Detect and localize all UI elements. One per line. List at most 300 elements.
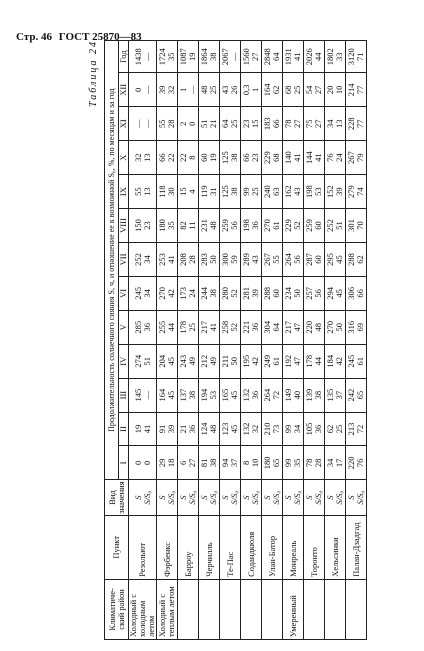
sunshine-hours: — <box>132 119 143 128</box>
value-cell <box>157 310 178 344</box>
sunshine-hours: 118 <box>157 185 167 198</box>
sunshine-ratio: 72 <box>355 424 365 434</box>
month-header: XI <box>119 107 129 141</box>
sunshine-hours: 82 <box>178 221 188 230</box>
sunshine-ratio: 28 <box>313 458 323 468</box>
value-cell <box>241 107 262 141</box>
table-row <box>346 41 367 640</box>
sunshine-ratio: 37 <box>229 458 239 468</box>
value-cell <box>325 243 346 277</box>
value-cell <box>304 107 325 141</box>
value-cell <box>241 243 262 277</box>
sunshine-ratio: 36 <box>250 221 260 230</box>
sunshine-ratio: 72 <box>271 390 281 400</box>
sunshine-ratio: 79 <box>355 153 365 162</box>
sunshine-ratio: 38 <box>208 458 218 468</box>
sunshine-ratio: 60 <box>271 289 281 298</box>
sunshine-hours: 220 <box>304 320 314 334</box>
sunshine-ratio: — <box>187 85 197 95</box>
value-cell <box>262 344 283 378</box>
sunshine-hours: 152 <box>325 185 335 198</box>
value-cell <box>346 107 367 141</box>
value-cell <box>178 107 199 141</box>
kind-cell: S S/S₀ <box>283 480 304 515</box>
sunshine-ratio: 73 <box>271 424 281 434</box>
sunshine-ratio: 19 <box>187 52 197 61</box>
sunshine-ratio: 64 <box>271 323 281 332</box>
value-cell <box>346 310 367 344</box>
table-row <box>178 41 199 640</box>
sunshine-ratio: 42 <box>250 356 260 366</box>
sunshine-hours: 210 <box>262 422 272 436</box>
month-header: VII <box>119 243 129 277</box>
value-cell <box>220 141 241 175</box>
value-cell <box>346 378 367 412</box>
zone-cell: Умеренный <box>283 579 304 639</box>
sunshine-ratio: 38 <box>208 52 218 61</box>
sunshine-ratio: 0 <box>141 460 152 466</box>
sunshine-ratio: 64 <box>271 52 281 61</box>
sunshine-hours: 255 <box>157 320 167 334</box>
value-cell <box>157 344 178 378</box>
sunshine-hours: 213 <box>346 422 356 436</box>
value-cell <box>283 310 304 344</box>
kind-cell: S S/S₀ <box>304 480 325 515</box>
sunshine-hours: 288 <box>262 287 272 300</box>
sunshine-ratio: 55 <box>271 255 281 264</box>
sunshine-hours: 94 <box>220 458 230 468</box>
sunshine-ratio: 44 <box>313 52 323 61</box>
sunshine-ratio: 10 <box>334 85 344 95</box>
sunshine-ratio: 34 <box>141 289 152 298</box>
value-cell <box>157 73 178 107</box>
sunshine-ratio: 27 <box>250 52 260 61</box>
city-cell: Барроу <box>178 515 199 579</box>
sunshine-ratio: 77 <box>355 119 365 128</box>
value-cell <box>199 107 220 141</box>
sunshine-ratio: 49 <box>208 356 218 366</box>
kind-cell: S S/S₀ <box>178 480 199 515</box>
sunshine-hours: 60 <box>199 153 209 162</box>
value-cell <box>199 209 220 243</box>
value-cell <box>304 378 325 412</box>
sunshine-hours: 294 <box>325 287 335 300</box>
kind-cell: S S/S₀ <box>157 480 178 515</box>
sunshine-hours: 78 <box>304 458 314 468</box>
sunshine-ratio: 52 <box>229 289 239 298</box>
sunshine-ratio: 66 <box>271 119 281 128</box>
sunshine-hours: 78 <box>283 119 293 128</box>
zone-cell <box>262 579 283 639</box>
sunshine-hours: 132 <box>241 422 251 436</box>
sunshine-ratio: 51 <box>334 221 344 230</box>
sunshine-ratio: 25 <box>334 424 344 434</box>
value-cell <box>262 412 283 446</box>
value-cell <box>283 175 304 209</box>
sunshine-hours: 249 <box>262 354 272 368</box>
sunshine-hours: 8 <box>241 460 251 466</box>
value-cell <box>241 175 262 209</box>
value-cell <box>304 41 325 73</box>
value-cell <box>283 412 304 446</box>
sunshine-hours: 270 <box>325 320 335 334</box>
sunshine-hours: 29 <box>157 458 167 468</box>
value-cell <box>129 209 157 243</box>
month-header: II <box>119 412 129 446</box>
sunshine-hours: 289 <box>241 253 251 266</box>
value-cell <box>199 310 220 344</box>
sunshine-hours: 267 <box>262 253 272 266</box>
month-header: III <box>119 378 129 412</box>
sunshine-hours: 211 <box>220 354 230 368</box>
value-cell <box>262 41 283 73</box>
sunshine-hours: 280 <box>220 287 230 300</box>
value-cell <box>241 276 262 310</box>
sunshine-hours: 123 <box>220 422 230 436</box>
sunshine-ratio: 74 <box>355 187 365 196</box>
value-cell <box>346 243 367 277</box>
sunshine-hours: 1802 <box>325 48 335 66</box>
sunshine-ratio: — <box>141 85 152 95</box>
sunshine-hours: 184 <box>325 354 335 368</box>
sunshine-ratio: 28 <box>166 119 176 128</box>
value-cell <box>241 209 262 243</box>
sunshine-ratio: 25 <box>229 119 239 128</box>
sunshine-ratio: 40 <box>292 390 302 400</box>
value-cell <box>220 446 241 480</box>
sunshine-hours: 242 <box>346 388 356 402</box>
sunshine-hours: 2026 <box>304 48 314 66</box>
city-cell: Хельсинки <box>325 515 346 579</box>
zone-cell <box>325 579 346 639</box>
sunshine-ratio: 25 <box>187 323 197 332</box>
value-cell <box>346 446 367 480</box>
sunshine-ratio: 13 <box>141 187 152 196</box>
value-cell <box>262 141 283 175</box>
sunshine-hours: 287 <box>304 253 314 266</box>
value-cell <box>241 41 262 73</box>
sunshine-ratio: 70 <box>355 221 365 230</box>
sunshine-ratio: 39 <box>334 187 344 196</box>
value-cell <box>129 175 157 209</box>
sunshine-hours: 144 <box>304 151 314 165</box>
col-zone-header: Климатиче-ский район <box>105 579 129 639</box>
sunshine-ratio: 36 <box>313 424 323 434</box>
value-cell <box>129 412 157 446</box>
table-row <box>129 41 157 640</box>
sunshine-hours: 32 <box>132 153 143 162</box>
sunshine-ratio: 59 <box>229 255 239 264</box>
page-label: Стр. 46 <box>16 31 52 43</box>
sunshine-ratio: 45 <box>229 424 239 434</box>
sunshine-hours: 164 <box>157 388 167 402</box>
sunshine-hours: 137 <box>178 388 188 402</box>
sunshine-hours: 1864 <box>199 48 209 66</box>
value-cell <box>241 344 262 378</box>
city-cell: Палан-Дзадгад <box>346 515 367 579</box>
value-cell <box>178 175 199 209</box>
sunshine-ratio: 31 <box>208 187 218 196</box>
month-header: I <box>119 446 129 480</box>
sunshine-hours: 212 <box>199 354 209 368</box>
sunshine-hours: 198 <box>304 185 314 198</box>
sunshine-hours: 229 <box>262 151 272 165</box>
standard-code: ГОСТ 25870—83 <box>58 31 142 43</box>
value-cell <box>283 344 304 378</box>
sunshine-ratio: 41 <box>292 52 302 61</box>
sunshine-ratio: 28 <box>187 255 197 264</box>
sunshine-ratio: 26 <box>229 85 239 95</box>
value-cell <box>129 378 157 412</box>
value-cell <box>178 446 199 480</box>
sunshine-hours: 68 <box>283 85 293 95</box>
value-cell <box>199 41 220 73</box>
sunshine-hours: 15 <box>178 187 188 196</box>
sunshine-ratio: 1 <box>250 87 260 92</box>
value-cell <box>241 141 262 175</box>
table-caption: Таблица 24 <box>88 40 99 107</box>
sunshine-hours: 139 <box>304 388 314 402</box>
sunshine-ratio: 17 <box>334 458 344 468</box>
sunshine-hours: 214 <box>346 83 356 97</box>
month-header: IV <box>119 344 129 378</box>
sunshine-hours: 34 <box>325 119 335 128</box>
sunshine-ratio: 56 <box>229 221 239 230</box>
value-cell <box>129 41 157 73</box>
sunshine-hours: 304 <box>262 320 272 334</box>
sunshine-ratio: 8 <box>187 155 197 160</box>
value-cell <box>262 73 283 107</box>
sunshine-hours: 66 <box>157 153 167 162</box>
month-header: VI <box>119 276 129 310</box>
value-cell <box>220 276 241 310</box>
sunshine-ratio: 49 <box>187 356 197 366</box>
value-cell <box>157 412 178 446</box>
sunshine-ratio: 32 <box>250 424 260 434</box>
sunshine-ratio: 24 <box>187 289 197 298</box>
kind-cell: S S/S₀ <box>220 480 241 515</box>
value-cell <box>220 107 241 141</box>
sunshine-ratio: 65 <box>355 390 365 400</box>
sunshine-ratio: 53 <box>208 390 218 400</box>
value-cell <box>241 412 262 446</box>
sunshine-ratio: 68 <box>271 153 281 162</box>
sunshine-ratio: 37 <box>334 390 344 400</box>
sunshine-hours: 217 <box>199 320 209 334</box>
sunshine-ratio: 36 <box>141 323 152 332</box>
sunshine-hours: 221 <box>241 320 251 334</box>
value-cell <box>346 175 367 209</box>
sunshine-ratio: 18 <box>166 458 176 468</box>
sunshine-ratio: 51 <box>141 356 152 366</box>
sunshine-hours: 23 <box>241 119 251 128</box>
sunshine-hours: 2 <box>178 121 188 126</box>
city-cell: Торонто <box>304 515 325 579</box>
sunshine-hours: 125 <box>220 151 230 165</box>
sunshine-ratio: 41 <box>292 153 302 162</box>
sunshine-ratio: 38 <box>229 187 239 196</box>
table-row <box>220 41 241 640</box>
value-cell <box>220 41 241 73</box>
value-cell <box>283 378 304 412</box>
sunshine-ratio: 76 <box>355 458 365 468</box>
sunshine-ratio: 27 <box>292 119 302 128</box>
sunshine-hours: 2848 <box>262 48 272 66</box>
sunshine-ratio: 35 <box>166 52 176 61</box>
sunshine-hours: 274 <box>132 354 143 368</box>
sunshine-ratio: 25 <box>250 187 260 196</box>
value-cell <box>304 73 325 107</box>
sunshine-ratio: 21 <box>208 119 218 128</box>
value-cell <box>304 446 325 480</box>
sunshine-hours: 258 <box>220 320 230 334</box>
value-cell <box>241 446 262 480</box>
table-row <box>325 41 346 640</box>
value-cell <box>157 209 178 243</box>
sunshine-hours: 252 <box>325 219 335 232</box>
sunshine-hours: 194 <box>199 388 209 402</box>
value-cell <box>178 344 199 378</box>
table-row <box>241 41 262 640</box>
sunshine-ratio: 62 <box>355 255 365 264</box>
kind-cell: S S/S₀ <box>129 480 157 515</box>
sunshine-ratio: 71 <box>355 52 365 61</box>
value-cell <box>199 73 220 107</box>
value-cell <box>283 209 304 243</box>
value-cell <box>157 446 178 480</box>
sunshine-ratio: 34 <box>292 424 302 434</box>
value-cell <box>157 41 178 73</box>
sunshine-ratio: 27 <box>313 85 323 95</box>
value-cell <box>325 73 346 107</box>
kind-cell: S S/S₀ <box>241 480 262 515</box>
sunshine-hours: 1 <box>178 87 188 92</box>
sunshine-hours: 240 <box>262 185 272 198</box>
sunshine-hours: 300 <box>220 253 230 266</box>
sunshine-hours: 220 <box>346 456 356 470</box>
zone-cell <box>304 579 325 639</box>
value-cell <box>304 310 325 344</box>
value-cell <box>304 344 325 378</box>
sunshine-ratio: 50 <box>229 356 239 366</box>
table-body <box>129 41 367 640</box>
city-cell: Улан-Батор <box>262 515 283 579</box>
sunshine-hours: 295 <box>325 253 335 266</box>
sunshine-hours: 145 <box>132 388 143 402</box>
sunshine-hours: 192 <box>283 354 293 368</box>
value-cell <box>220 243 241 277</box>
value-cell <box>129 344 157 378</box>
value-cell <box>304 141 325 175</box>
sunshine-hours: 244 <box>199 287 209 300</box>
sunshine-hours: 132 <box>241 388 251 402</box>
value-cell <box>346 412 367 446</box>
month-header: XII <box>119 73 129 107</box>
sunshine-hours: 105 <box>304 422 314 436</box>
sunshine-ratio: 23 <box>141 221 152 230</box>
value-cell <box>129 73 157 107</box>
sunshine-hours: 55 <box>132 187 143 196</box>
value-cell <box>283 73 304 107</box>
sunshine-hours: 231 <box>199 219 209 232</box>
value-cell <box>129 243 157 277</box>
sunshine-ratio: 33 <box>334 52 344 61</box>
sunshine-ratio: — <box>141 119 152 128</box>
sunshine-hours: 66 <box>241 153 251 162</box>
value-cell <box>157 276 178 310</box>
value-cell <box>199 378 220 412</box>
month-header: IX <box>119 175 129 209</box>
sunshine-ratio: 65 <box>271 458 281 468</box>
sunshine-ratio: 13 <box>334 119 344 128</box>
zone-cell <box>220 579 241 639</box>
sunshine-ratio: 52 <box>292 221 302 230</box>
value-cell <box>241 310 262 344</box>
sunshine-ratio: 32 <box>166 85 176 95</box>
sunshine-ratio: 62 <box>271 85 281 95</box>
value-cell <box>262 378 283 412</box>
sunshine-ratio: 30 <box>166 187 176 196</box>
sunshine-hours: 1560 <box>241 48 251 66</box>
value-cell <box>283 107 304 141</box>
sunshine-hours: 180 <box>157 219 167 232</box>
col-group-header: Продолжительность солнечного сияния S, ч, и отношение ее к возможной S₀, %, по месяцам и за год <box>105 41 119 480</box>
value-cell <box>325 209 346 243</box>
sunshine-hours: 316 <box>346 320 356 334</box>
table-row <box>262 41 283 640</box>
sunshine-ratio: 38 <box>187 390 197 400</box>
sunshine-hours: 245 <box>132 287 143 300</box>
city-cell: Фэрбенкс <box>157 515 178 579</box>
sunshine-hours: 140 <box>283 151 293 165</box>
col-kind-header: Вид значения <box>105 480 129 515</box>
sunshine-ratio: 45 <box>334 289 344 298</box>
zone-cell <box>178 579 199 639</box>
sunshine-ratio: 45 <box>166 356 176 366</box>
sunshine-hours: 195 <box>241 354 251 368</box>
sunshine-hours: 217 <box>283 320 293 334</box>
sunshine-hours: 270 <box>157 287 167 300</box>
sunshine-ratio: 39 <box>250 289 260 298</box>
sunshine-hours: 76 <box>325 153 335 162</box>
sunshine-ratio: 60 <box>313 255 323 264</box>
value-cell <box>262 243 283 277</box>
value-cell <box>283 243 304 277</box>
sunshine-hours: 75 <box>304 119 314 128</box>
sunshine-ratio: 36 <box>250 323 260 332</box>
sunshine-ratio: 11 <box>187 221 197 230</box>
sunshine-ratio: 45 <box>334 255 344 264</box>
sunshine-hours: 124 <box>199 422 209 436</box>
value-cell <box>325 378 346 412</box>
sunshine-ratio: 77 <box>355 85 365 95</box>
sunshine-hours: 259 <box>304 219 314 232</box>
sunshine-ratio: 69 <box>355 323 365 332</box>
sunshine-hours: 279 <box>346 185 356 198</box>
sunshine-ratio: 48 <box>208 221 218 230</box>
sunshine-hours: 253 <box>157 253 167 266</box>
city-cell: Те-Пас <box>220 515 241 579</box>
value-cell <box>157 243 178 277</box>
sunshine-ratio: 43 <box>292 187 302 196</box>
sunshine-ratio: 43 <box>250 255 260 264</box>
value-cell <box>304 243 325 277</box>
value-cell <box>178 276 199 310</box>
value-cell <box>178 378 199 412</box>
value-cell <box>262 310 283 344</box>
sunshine-hours: 2067 <box>220 48 230 66</box>
sunshine-hours: 99 <box>283 458 293 468</box>
